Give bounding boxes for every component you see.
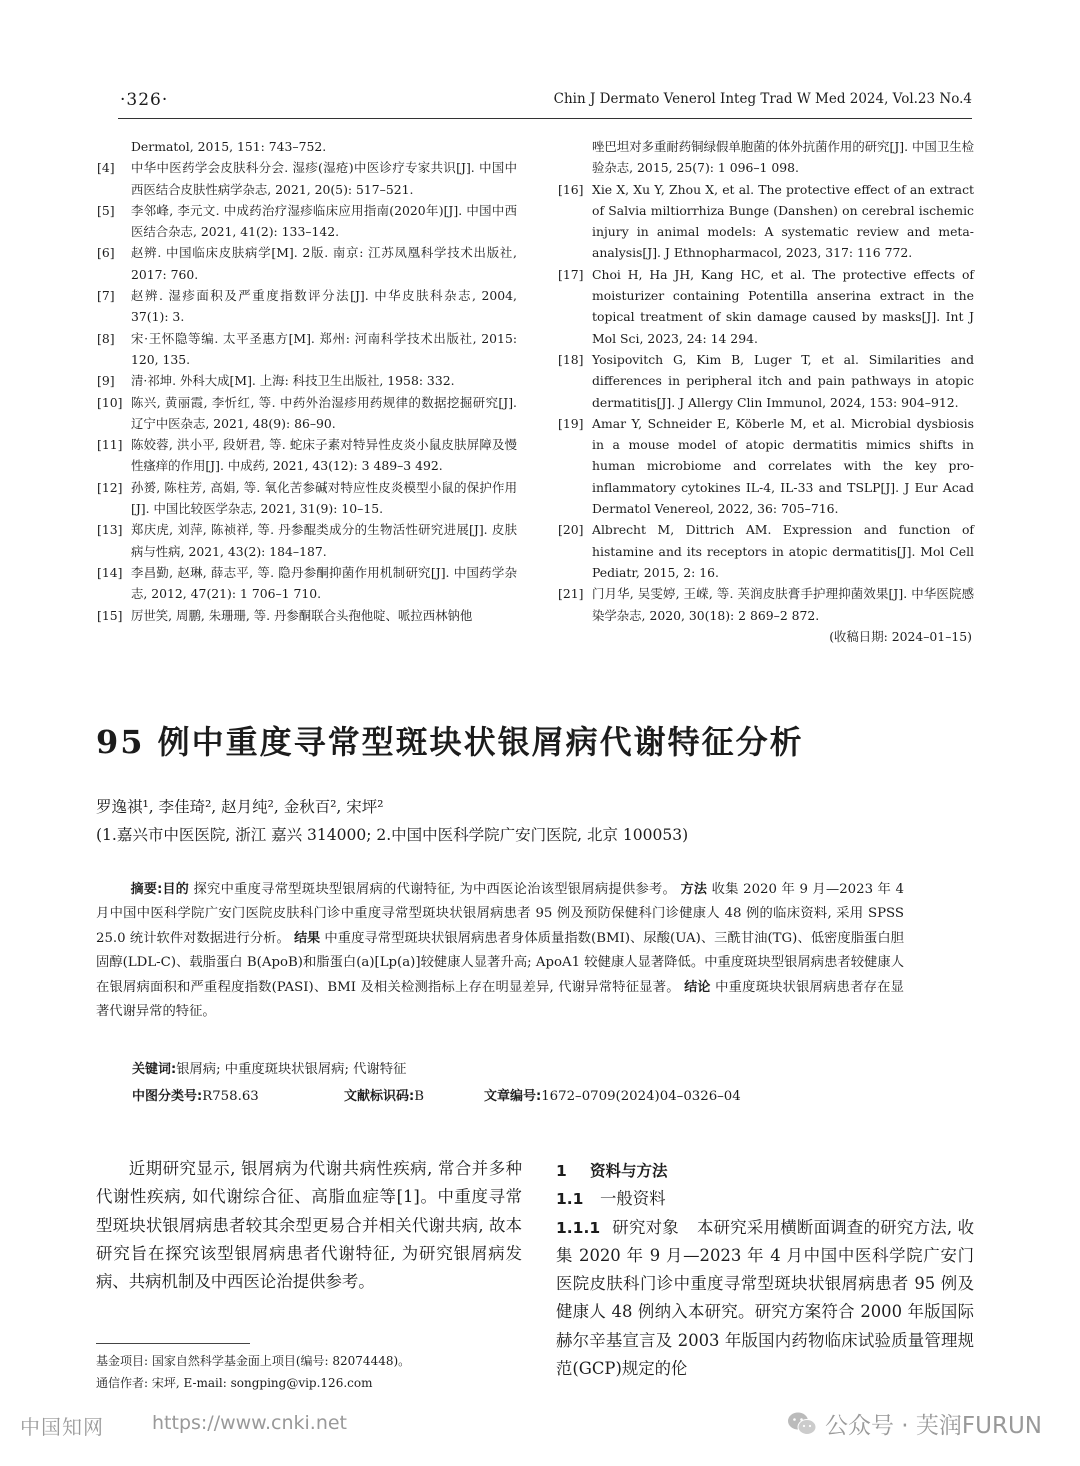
keywords-label: 关键词: — [132, 1062, 177, 1077]
results-label: 结果 — [294, 930, 321, 946]
doc-code-value: B — [414, 1089, 424, 1104]
abstract-conclusion: 中重度斑块状银屑病患者存在显著代谢异常的特征。 — [96, 979, 904, 1020]
section-1-1-1: 1.1.1 研究对象 本研究采用横断面调查的研究方法, 收集 2020 年 9 月—2023 年 4 月中国中医科学院广安门医院皮肤科门诊中重度寻常型斑块状银屑病患者 95 例及健康人 48 例纳入本研究。研究方案符合 2000 年版国际赫尔辛基宣言及 2003 年版国内药物临床试验质量管理规范(GCP)规定的伦 — [556, 1217, 974, 1379]
reference-item: [21] 门月华, 吴雯婷, 王嵘, 等. 芙润皮肤膏手护理抑菌效果[J]. 中华医院感染学杂志, 2020, 30(18): 2 869–2 872. — [558, 586, 974, 623]
fund-footnote: 基金项目: 国家自然科学基金面上项目(编号: 82074448)。 — [96, 1354, 411, 1368]
article-no-value: 1672–0709(2024)04–0326–04 — [541, 1089, 741, 1104]
reference-item: [18] Yosipovitch G, Kim B, Luger T, et al. Similarities and differences in peripheral itch and pain pathways in atopic dermatitis[J]. J Allergy Clin Immunol, 2024, 153: 904–912. — [558, 351, 974, 410]
reference-item: [4] 中华中医药学会皮肤科分会. 湿疹(湿疮)中医诊疗专家共识[J]. 中国中西医结合皮肤性病学杂志, 2021, 20(5): 517–521. — [97, 160, 517, 197]
objective-label: 目的 — [162, 882, 189, 897]
header-rule — [118, 118, 972, 119]
article-no-label: 文章编号: — [484, 1089, 542, 1104]
references-right-column — [558, 136, 974, 647]
introduction-paragraph: 近期研究显示, 银屑病为代谢共病性疾病, 常合并多种代谢性疾病, 如代谢综合征、高脂血症等[1]。中重度寻常型斑块状银屑病患者较其余型更易合并相关代谢共病, 故本研究旨在探究该型银屑病患者代谢特征, 为研究银屑病发病、共病机制及中西医论治提供参考。 — [96, 1159, 522, 1292]
wechat-watermark: 公众号 · 芙润FURUN — [787, 1407, 1042, 1440]
reference-item: [19] Amar Y, Schneider E, Köberle M, et al. Microbial dysbiosis in a mouse model of atopic dermatitis mimics shifts in human microbiome and correlates with the key pro-inflammatory cytokines IL-4, IL-33 and TSLP[J]. J Eur Acad Dermatol Venereol, 2022, 36: 705–716. — [558, 415, 974, 517]
journal-header: Chin J Dermato Venerol Integ Trad W Med 2024, Vol.23 No.4 — [553, 91, 972, 107]
keywords — [96, 1058, 940, 1077]
methods-label: 方法 — [680, 882, 708, 897]
article-authors: 罗逸祺¹, 李佳琦², 赵月纯², 金秋百², 宋坪² — [96, 798, 384, 816]
corresponding-author-footnote: 通信作者: 宋坪, E-mail: songping@vip.126.com — [96, 1376, 373, 1390]
reference-item: [10] 陈兴, 黄丽霞, 李忻红, 等. 中药外治湿疹用药规律的数据挖掘研究[J]. 辽宁中医杂志, 2021, 48(9): 86–90. — [97, 394, 517, 431]
conclusion-label: 结论 — [684, 979, 711, 995]
section-heading-1: 1 资料与方法 — [556, 1162, 668, 1180]
reference-item: [13] 郑庆虎, 刘萍, 陈祯祥, 等. 丹参醌类成分的生物活性研究进展[J]. 皮肤病与性病, 2021, 43(2): 184–187. — [97, 522, 517, 559]
cnki-url-watermark: https://www.cnki.net — [152, 1412, 348, 1434]
reference-item: [8] 宋·王怀隐等编. 太平圣惠方[M]. 郑州: 河南科学技术出版社, 2015: 120, 135. — [97, 330, 517, 367]
reference-item: [14] 李昌勤, 赵琳, 薛志平, 等. 隐丹参酮抑菌作用机制研究[J]. 中国药学杂志, 2012, 47(21): 1 706–1 710. — [97, 564, 517, 602]
reference-item: [11] 陈姣蓉, 洪小平, 段妍君, 等. 蛇床子素对特异性皮炎小鼠皮肤屏障及慢性瘙痒的作用[J]. 中成药, 2021, 43(12): 3 489–3 492. — [97, 437, 517, 474]
abstract-methods: 收集 2020 年 9 月—2023 年 4 月中国中医科学院广安门医院皮肤科门诊中重度寻常型斑块状银屑病患者 95 例及预防保健科门诊健康人 48 例的临床资料, 采用 SPSS 25.0 统计软件对数据进行分析。 — [96, 882, 904, 946]
reference-item: [15] 厉世笑, 周鹏, 朱珊珊, 等. 丹参酮联合头孢他啶、哌拉西林钠他 — [97, 607, 473, 623]
article-title: 95 例中重度寻常型斑块状银屑病代谢特征分析 — [96, 723, 804, 761]
reference-item: 唑巴坦对多重耐药铜绿假单胞菌的体外抗菌作用的研究[J]. 中国卫生检验杂志, 2015, 25(7): 1 096–1 098. — [592, 139, 974, 176]
reference-item: [9] 清·祁坤. 外科大成[M]. 上海: 科技卫生出版社, 1958: 332. — [97, 373, 455, 389]
page-number: ·326· — [120, 90, 169, 110]
cnki-watermark: 中国知网 — [20, 1415, 104, 1439]
received-date: (收稿日期: 2024–01–15) — [829, 628, 972, 644]
reference-item: [17] Choi H, Ha JH, Kang HC, et al. The protective effects of moisturizer containing Potentilla anserina extract in the topical treatment of skin damage caused by masks[J]. Int J Mol Sci, 2023, 24: 14 294. — [558, 266, 974, 346]
article-affiliations: (1.嘉兴市中医医院, 浙江 嘉兴 314000; 2.中国中医科学院广安门医院, 北京 100053) — [96, 826, 689, 844]
reference-item: [7] 赵辨. 湿疹面积及严重度指数评分法[J]. 中华皮肤科杂志, 2004, 37(1): 3. — [97, 288, 517, 325]
reference-item: [16] Xie X, Xu Y, Zhou X, et al. The protective effect of an extract of Salvia miltiorrhiza Bunge (Danshen) on cerebral ischemic injury in animal models: A systematic review and meta-analysis[J]. J Ethnopharmacol, 2023, 317: 116 772. — [558, 181, 974, 261]
reference-item: [6] 赵辨. 中国临床皮肤病学[M]. 2版. 南京: 江苏凤凰科学技术出版社, 2017: 760. — [97, 245, 517, 282]
methods-section — [556, 1157, 974, 1383]
clc-label: 中图分类号: — [132, 1089, 203, 1104]
abstract-objective: 探究中重度寻常型斑块型银屑病的代谢特征, 为中西医论治该型银屑病提供参考。 — [193, 882, 677, 897]
doc-code-label: 文献标识码: — [344, 1089, 415, 1104]
reference-item: [5] 李邻峰, 李元文. 中成药治疗湿疹临床应用指南(2020年)[J]. 中国中西医结合杂志, 2021, 41(2): 133–142. — [97, 202, 517, 240]
clc-value: R758.63 — [202, 1089, 259, 1104]
reference-item: [12] 孙赟, 陈柱芳, 高娟, 等. 氧化苦参碱对特应性皮炎模型小鼠的保护作用[J]. 中国比较医学杂志, 2021, 31(9): 10–15. — [97, 479, 517, 517]
classification-row — [96, 1085, 940, 1104]
section-heading-1-1: 1.1 一般资料 — [556, 1189, 666, 1209]
abstract-label: 摘要: — [130, 882, 163, 897]
reference-item: Dermatol, 2015, 151: 743–752. — [131, 139, 327, 154]
abstract-results: 中重度寻常型斑块状银屑病患者身体质量指数(BMI)、尿酸(UA)、三酰甘油(TG)、低密度脂蛋白胆固醇(LDL-C)、载脂蛋白 B(ApoB)和脂蛋白(a)[Lp(a)]较健康人显著升高; ApoA1 较健康人显著降低。中重度斑块型银屑病患者较健康人在银屑病面积和严重程度指数(PASI)、BMI 及相关检测指标上存在明显差异, 代谢异常特征显著。 — [96, 930, 904, 995]
footnote-rule — [96, 1343, 250, 1344]
abstract — [96, 878, 904, 1024]
keywords-text: 银屑病; 中重度斑块状银屑病; 代谢特征 — [176, 1062, 407, 1077]
reference-item: [20] Albrecht M, Dittrich AM. Expression and function of histamine and its receptors in atopic dermatitis[J]. Mol Cell Pediatr, 2015, 2: 16. — [558, 522, 974, 580]
wechat-icon — [787, 1411, 817, 1437]
references-left-column — [97, 136, 517, 626]
